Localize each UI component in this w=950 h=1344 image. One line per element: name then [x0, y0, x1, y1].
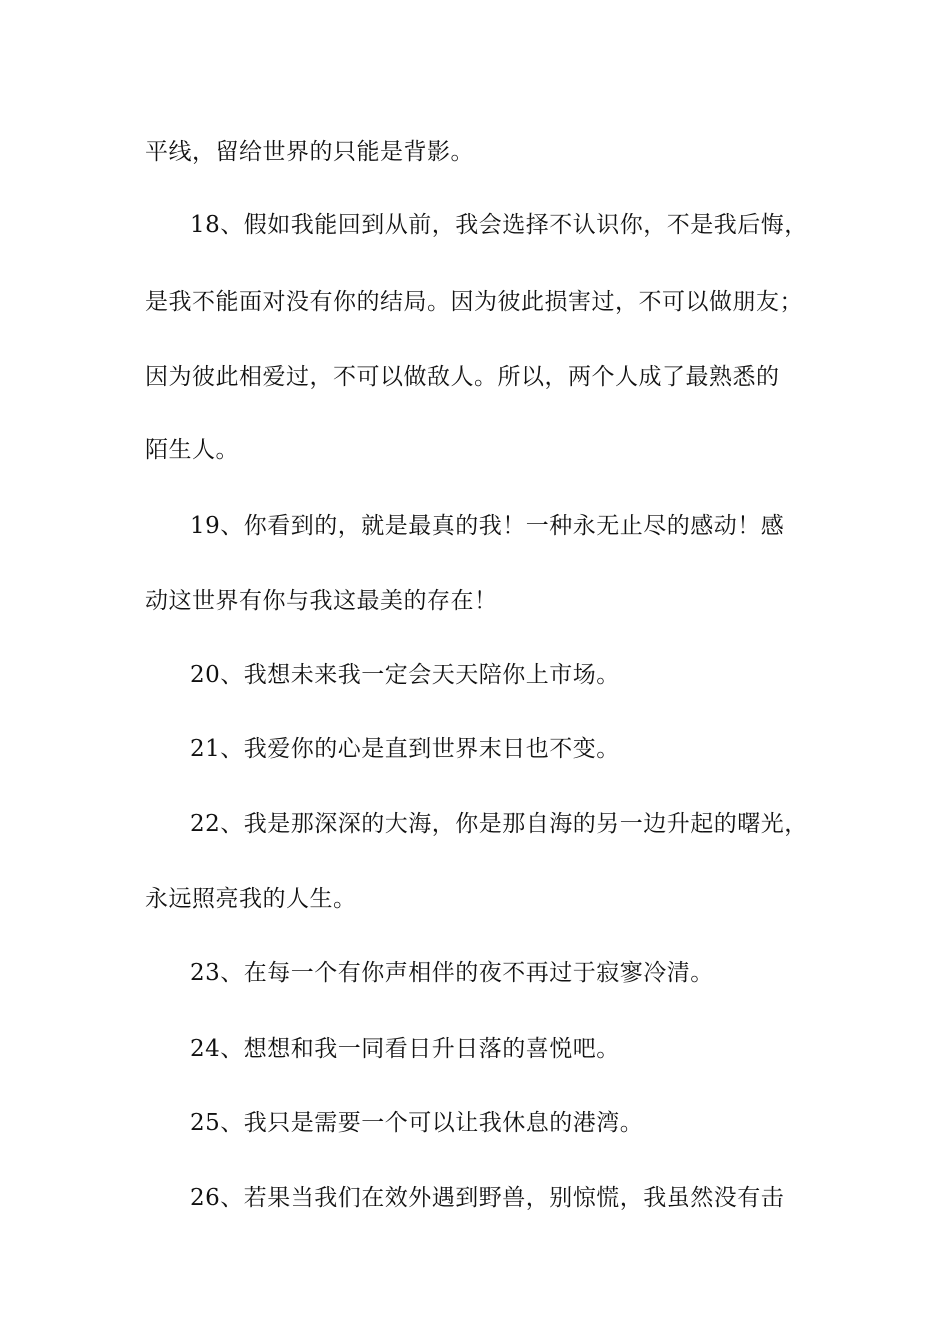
- paragraph-26-line-1: 26、若果当我们在效外遇到野兽，别惊慌，我虽然没有击: [190, 1185, 785, 1211]
- paragraph-22-line-2: 永远照亮我的人生。: [145, 886, 357, 912]
- paragraph-23: 23、在每一个有你声相伴的夜不再过于寂寥冷清。: [190, 960, 714, 986]
- paragraph-19-line-1: 19、你看到的，就是最真的我！一种永无止尽的感动！感: [190, 513, 785, 539]
- text-line: 平线，留给世界的只能是背影。: [145, 139, 474, 165]
- paragraph-22-line-1: 22、我是那深深的大海，你是那自海的另一边升起的曙光，: [190, 811, 808, 837]
- paragraph-19-line-2: 动这世界有你与我这最美的存在！: [145, 588, 498, 614]
- paragraph-18-line-2: 是我不能面对没有你的结局。因为彼此损害过，不可以做朋友；: [145, 289, 803, 315]
- paragraph-20: 20、我想未来我一定会天天陪你上市场。: [190, 662, 620, 688]
- paragraph-25: 25、我只是需要一个可以让我休息的港湾。: [190, 1110, 644, 1136]
- paragraph-18-line-3: 因为彼此相爱过，不可以做敌人。所以，两个人成了最熟悉的: [145, 364, 780, 390]
- paragraph-18-line-4: 陌生人。: [145, 437, 239, 463]
- paragraph-18-line-1: 18、假如我能回到从前，我会选择不认识你，不是我后悔，: [190, 212, 808, 238]
- paragraph-24: 24、想想和我一同看日升日落的喜悦吧。: [190, 1036, 620, 1062]
- paragraph-21: 21、我爱你的心是直到世界末日也不变。: [190, 736, 620, 762]
